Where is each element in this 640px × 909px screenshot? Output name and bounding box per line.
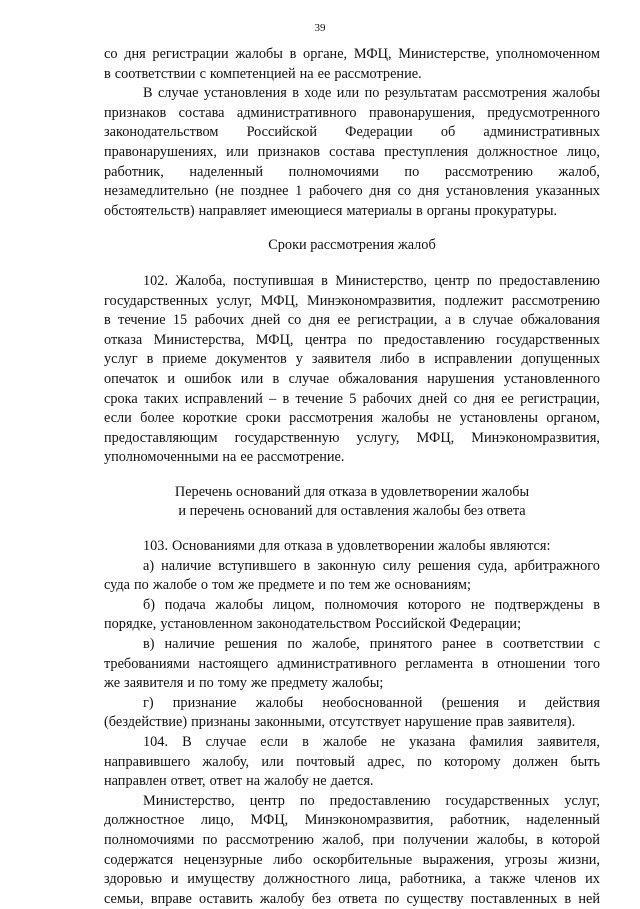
paragraph (104, 733, 600, 792)
text-line: предоставляющим государственную услугу, МФЦ, Минэкономразвития, (104, 429, 600, 446)
text-line: требованиями настоящего административного регламента в отношении того (104, 655, 600, 672)
text-line: в течение 15 рабочих дней со дня ее регистрации, а в случае обжалования (104, 312, 600, 329)
text-line: порядке, установленном законодательством Российской Федерации; (104, 616, 522, 633)
paragraph (104, 596, 600, 635)
text-line: государственных услуг, МФЦ, Минэкономразвития, подлежит рассмотрению (104, 292, 600, 309)
text-line: в) наличие решения по жалобе, принятого ранее в соответствии с (143, 636, 600, 653)
text-line: 104. В случае если в жалобе не указана фамилия заявителя, (143, 734, 600, 750)
section-heading (104, 483, 600, 522)
paragraph (104, 537, 600, 557)
text-line: б) подача жалобы лицом, полномочия которого не подтверждены в (143, 596, 600, 613)
text-line: а) наличие вступившего в законную силу решения суда, арбитражного (143, 557, 600, 574)
text-line: полномочиями по рассмотрению жалоб, при получении жалобы, в которой (104, 831, 600, 848)
document-body (104, 45, 600, 909)
text-line: услуг в приеме документов у заявителя либо в исправлении допущенных (104, 351, 600, 368)
heading-line: Перечень оснований для отказа в удовлетворении жалобы (174, 483, 530, 500)
text-line: незамедлительно (не позднее 1 рабочего дня со дня установления указанных (104, 183, 600, 200)
text-line: Министерство, центр по предоставлению государственных услуг, (143, 792, 600, 809)
paragraph (104, 557, 600, 596)
paragraph (104, 45, 600, 84)
text-line: со дня регистрации жалобы в органе, МФЦ, Министерстве, уполномоченном (104, 46, 600, 62)
text-line: 103. Основаниями для отказа в удовлетворении жалобы являются: (143, 538, 551, 555)
text-line: суда по жалобе о том же предмете и по тем же основаниям; (104, 577, 471, 594)
text-line: семьи, вправе оставить жалобу без ответа по существу поставленных в ней (104, 890, 600, 907)
paragraph (104, 635, 600, 694)
text-line: отказа Министерства, МФЦ, центра по предоставлению государственных (104, 331, 600, 348)
text-line: если более короткие сроки рассмотрения жалобы не установлены органом, (104, 410, 600, 427)
text-line: обстоятельств) направляет имеющиеся материалы в органы прокуратуры. (104, 202, 558, 219)
text-line: срока таких исправлений – в течение 5 рабочих дней со дня ее регистрации, (104, 390, 600, 407)
text-line: опечаток и ошибок или в случае обжалования нарушения установленного (104, 370, 600, 387)
text-line: 102. Жалоба, поступившая в Министерство, центр по предоставлению (143, 272, 600, 289)
paragraph (104, 792, 600, 909)
heading-line: Сроки рассмотрения жалоб (268, 237, 436, 254)
section-heading (104, 236, 600, 256)
paragraph (104, 272, 600, 468)
heading-line: и перечень оснований для оставления жалобы без ответа (178, 503, 526, 520)
text-line: В случае установления в ходе или по результатам рассмотрения жалобы (143, 85, 600, 102)
text-line: содержатся нецензурные либо оскорбительные выражения, угрозы жизни, (104, 851, 600, 868)
text-line: работник, наделенный полномочиями по рассмотрению жалоб, (104, 163, 600, 180)
text-line: в соответствии с компетенцией на ее рассмотрение. (104, 65, 422, 82)
page-number: 39 (314, 22, 326, 34)
text-line: правонарушениях, или признаков состава преступления должностное лицо, (104, 143, 600, 160)
text-line: г) признание жалобы необоснованной (решения и действия (143, 694, 600, 711)
text-line: уполномоченными на ее рассмотрение. (104, 449, 345, 466)
text-line: признаков состава административного правонарушения, предусмотренного (104, 104, 600, 121)
text-line: законодательством Российской Федерации об административных (104, 124, 600, 141)
text-line: здоровью и имуществу должностного лица, работника, а также членов их (104, 871, 600, 888)
text-line: направлен ответ, ответ на жалобу не дается. (104, 773, 374, 790)
paragraph (104, 694, 600, 733)
text-line: же заявителя и по тому же предмету жалобы; (104, 675, 384, 692)
text-line: (бездействие) признаны законными, отсутствует нарушение прав заявителя). (104, 714, 576, 731)
paragraph (104, 84, 600, 221)
text-line: направившего жалобу, или почтовый адрес, по которому должен быть (104, 753, 600, 770)
text-line: должностное лицо, МФЦ, Минэкономразвития, работник, наделенный (104, 812, 600, 829)
